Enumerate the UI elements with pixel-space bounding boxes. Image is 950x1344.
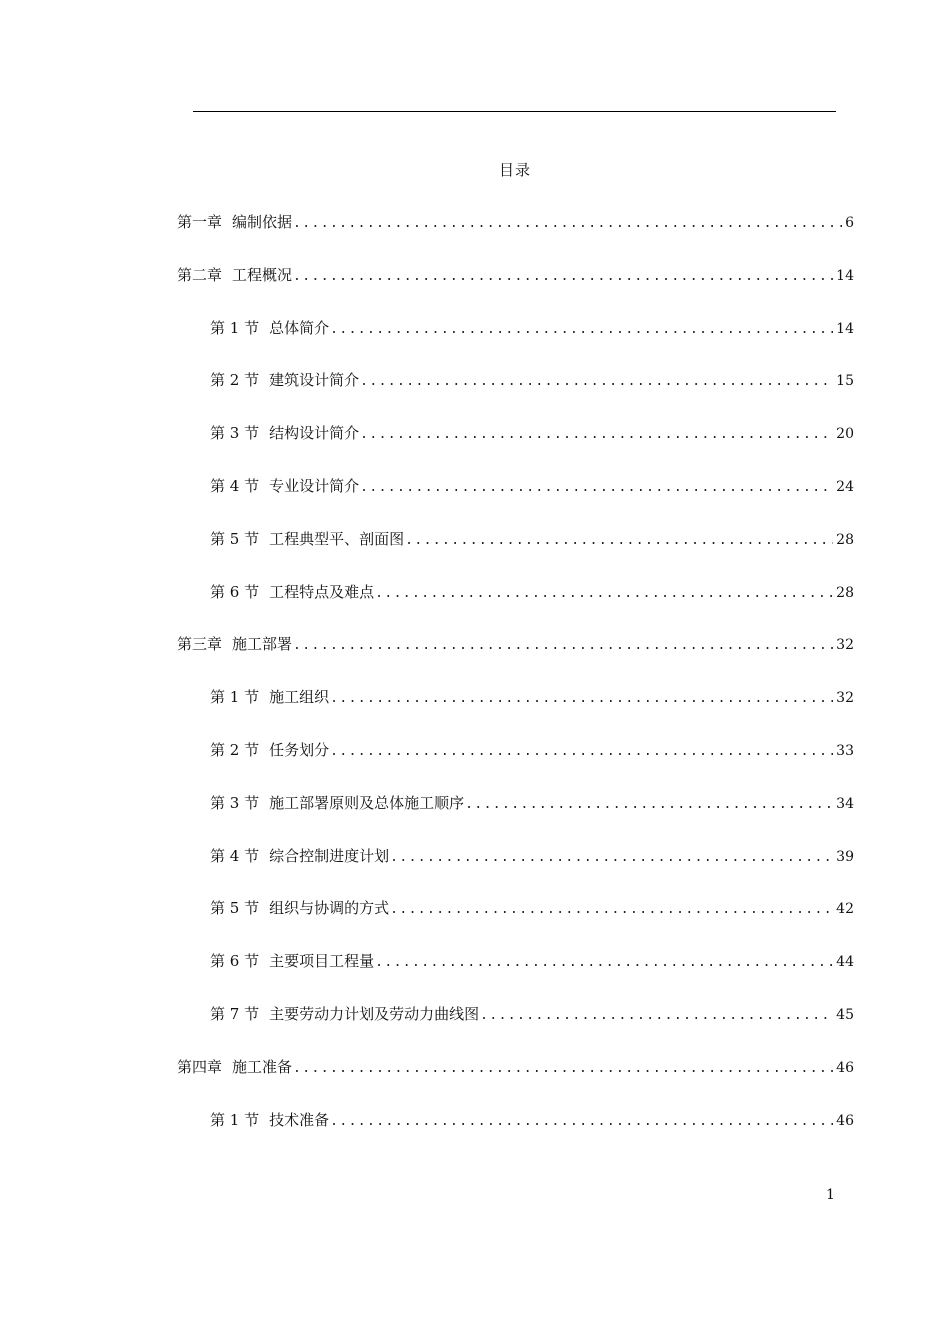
toc-section-entry[interactable]	[210, 844, 854, 868]
toc-entry-title: 工程特点及难点	[269, 582, 375, 601]
toc-entry-title: 建筑设计简介	[269, 371, 360, 390]
toc-entry-page: 24	[836, 479, 854, 495]
toc-dot-leader	[375, 951, 833, 975]
toc-section-entry[interactable]	[210, 1002, 854, 1026]
toc-chapter-entry[interactable]	[177, 263, 854, 287]
toc-section-entry[interactable]	[210, 1108, 854, 1132]
toc-chapter-entry[interactable]	[177, 210, 854, 234]
toc-section-entry[interactable]	[210, 316, 854, 340]
toc-dot-leader	[390, 846, 833, 870]
toc-entry-page: 14	[836, 267, 854, 284]
toc-entry-number: 第四章	[177, 1057, 223, 1076]
toc-entry-title: 工程典型平、剖面图	[269, 529, 405, 548]
toc-entry-number: 第 6 节	[210, 582, 260, 601]
toc-entry-page: 32	[836, 637, 854, 654]
toc-entry-page: 44	[836, 954, 854, 971]
toc-dot-leader	[360, 423, 833, 447]
toc-entry-page: 33	[836, 743, 854, 759]
toc-entry-page: 6	[845, 215, 854, 231]
toc-entry-number: 第一章	[177, 213, 223, 231]
toc-entry-title: 施工准备	[232, 1057, 293, 1076]
toc-entry-number: 第 5 节	[210, 899, 260, 918]
toc-entry-page: 46	[836, 1059, 854, 1076]
toc-entry-title: 施工部署	[232, 635, 293, 654]
toc-entry-number: 第二章	[177, 265, 223, 284]
toc-dot-leader	[330, 687, 833, 711]
toc-entry-page: 32	[836, 690, 854, 707]
toc-chapter-entry[interactable]	[177, 632, 854, 656]
toc-entry-title: 主要项目工程量	[269, 952, 375, 971]
toc-dot-leader	[465, 793, 833, 817]
toc-section-entry[interactable]	[210, 896, 854, 920]
toc-entry-page: 15	[836, 373, 854, 390]
toc-dot-leader	[330, 1110, 833, 1134]
toc-entry-page: 28	[836, 531, 854, 548]
toc-dot-leader	[330, 318, 833, 342]
toc-dot-leader	[293, 634, 833, 658]
toc-dot-leader	[390, 898, 833, 922]
header-rule	[193, 111, 836, 112]
toc-entry-number: 第 5 节	[210, 529, 260, 548]
toc-dot-leader	[293, 1057, 833, 1081]
toc-entry-title: 施工组织	[269, 688, 330, 707]
toc-section-entry[interactable]	[210, 791, 854, 815]
toc-entry-page: 28	[836, 584, 854, 601]
toc-dot-leader	[360, 476, 833, 500]
toc-dot-leader	[293, 265, 833, 289]
toc-dot-leader	[360, 370, 833, 394]
toc-entry-number: 第 1 节	[210, 318, 260, 337]
toc-dot-leader	[330, 740, 833, 764]
toc-entry-page: 45	[836, 1007, 854, 1023]
toc-section-entry[interactable]	[210, 685, 854, 709]
toc-entry-title: 综合控制进度计划	[269, 846, 390, 865]
toc-entry-title: 施工部署原则及总体施工顺序	[269, 793, 465, 812]
toc-section-entry[interactable]	[210, 738, 854, 762]
toc-entry-number: 第 2 节	[210, 741, 260, 759]
toc-title: 目录	[498, 161, 531, 179]
page-number: 1	[826, 1187, 835, 1203]
toc-section-entry[interactable]	[210, 474, 854, 498]
toc-entry-number: 第 1 节	[210, 688, 260, 707]
toc-entry-number: 第 4 节	[210, 477, 260, 495]
toc-entry-number: 第 3 节	[210, 793, 260, 812]
toc-entry-page: 14	[836, 320, 854, 337]
toc-entry-page: 20	[836, 426, 854, 443]
toc-entry-number: 第 7 节	[210, 1005, 260, 1023]
toc-entry-number: 第 1 节	[210, 1110, 260, 1129]
toc-entry-title: 组织与协调的方式	[269, 899, 390, 918]
toc-section-entry[interactable]	[210, 580, 854, 604]
toc-entry-title: 工程概况	[232, 265, 293, 284]
toc-entry-title: 技术准备	[269, 1110, 330, 1129]
toc-entry-title: 主要劳动力计划及劳动力曲线图	[269, 1005, 480, 1023]
toc-entry-title: 总体简介	[269, 318, 330, 337]
toc-section-entry[interactable]	[210, 368, 854, 392]
toc-dot-leader	[480, 1004, 833, 1028]
toc-entry-page: 42	[836, 901, 854, 918]
toc-entry-title: 专业设计简介	[269, 477, 360, 495]
toc-entry-number: 第 3 节	[210, 424, 260, 443]
toc-entry-page: 46	[836, 1112, 854, 1129]
toc-dot-leader	[293, 212, 842, 236]
toc-dot-leader	[375, 582, 833, 606]
toc-entry-title: 任务划分	[269, 741, 330, 759]
toc-entry-title: 结构设计简介	[269, 424, 360, 443]
toc-entry-number: 第 6 节	[210, 952, 260, 971]
toc-section-entry[interactable]	[210, 949, 854, 973]
toc-section-entry[interactable]	[210, 527, 854, 551]
toc-chapter-entry[interactable]	[177, 1055, 854, 1079]
toc-entry-number: 第 2 节	[210, 371, 260, 390]
toc-dot-leader	[405, 529, 833, 553]
toc-entry-title: 编制依据	[232, 213, 293, 231]
toc-entry-number: 第 4 节	[210, 846, 260, 865]
toc-entry-page: 34	[836, 795, 854, 812]
toc-section-entry[interactable]	[210, 421, 854, 445]
toc-entry-number: 第三章	[177, 635, 223, 654]
toc-entry-page: 39	[836, 848, 854, 865]
